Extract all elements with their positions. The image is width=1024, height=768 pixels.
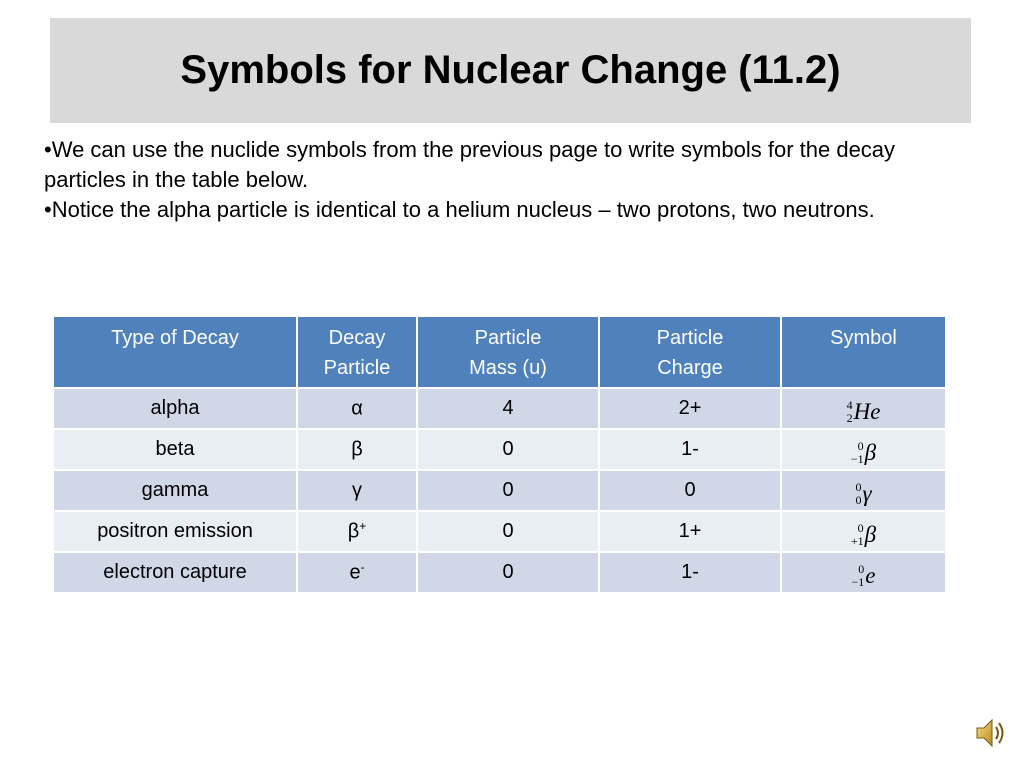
decay-table <box>54 317 945 592</box>
slide-title: Symbols for Nuclear Change (11.2) <box>180 48 841 92</box>
header-symbol <box>781 317 945 388</box>
atomic-number: 0 <box>855 493 862 507</box>
mass-number: 0 <box>857 521 864 535</box>
particle-glyph: β <box>347 520 360 543</box>
header-particle-charge <box>599 317 781 388</box>
cell-particle-charge: 1- <box>599 429 781 470</box>
header-label: Type of Decay <box>111 327 239 349</box>
cell-particle-charge: 0 <box>599 470 781 511</box>
particle-glyph: e <box>349 561 361 584</box>
nuclide-scripts <box>851 522 864 548</box>
header-label: Particle <box>474 327 542 349</box>
cell-particle-mass: 0 <box>417 511 599 552</box>
cell-decay-particle <box>297 552 417 592</box>
atomic-number: 2 <box>846 411 853 425</box>
mass-number: 0 <box>858 562 865 576</box>
header-label: Charge <box>657 357 723 379</box>
nuclide-glyph: γ <box>862 481 872 506</box>
cell-decay-particle <box>297 470 417 511</box>
header-label: Mass (u) <box>469 357 547 379</box>
cell-decay-particle <box>297 429 417 470</box>
bullet-paragraph: •Notice the alpha particle is identical to a helium nucleus – two protons, two neutrons. <box>44 197 875 222</box>
header-label: Decay <box>328 327 386 349</box>
nuclide-glyph: β <box>864 440 877 465</box>
mass-number: 0 <box>857 439 864 453</box>
header-label: Particle <box>323 357 391 379</box>
mass-number: 0 <box>855 480 862 494</box>
particle-glyph: γ <box>352 479 362 502</box>
nuclide-glyph: β <box>864 522 877 547</box>
particle-charge-sup: + <box>359 519 367 534</box>
table-row <box>54 511 945 552</box>
atomic-number: −1 <box>851 575 865 589</box>
cell-type-of-decay: gamma <box>54 470 297 511</box>
nuclide-glyph: He <box>853 399 881 424</box>
header-particle-mass <box>417 317 599 388</box>
mass-number: 4 <box>846 398 853 412</box>
nuclide-scripts <box>852 563 865 589</box>
header-label: Symbol <box>830 327 897 349</box>
nuclide-scripts <box>847 399 853 425</box>
body-text <box>44 135 944 225</box>
nuclide-symbol <box>851 522 876 548</box>
nuclide-symbol <box>852 563 876 589</box>
cell-particle-mass: 0 <box>417 429 599 470</box>
cell-decay-particle <box>297 511 417 552</box>
particle-charge-sup: - <box>360 560 365 575</box>
cell-particle-mass: 0 <box>417 552 599 592</box>
cell-symbol <box>781 552 945 592</box>
atomic-number: −1 <box>850 452 864 466</box>
cell-particle-mass: 0 <box>417 470 599 511</box>
header-type-of-decay <box>54 317 297 388</box>
table-row <box>54 470 945 511</box>
cell-symbol <box>781 429 945 470</box>
nuclide-symbol <box>847 399 881 425</box>
cell-symbol <box>781 511 945 552</box>
atomic-number: +1 <box>850 534 864 548</box>
cell-type-of-decay: alpha <box>54 388 297 429</box>
nuclide-glyph: e <box>865 563 876 588</box>
nuclide-symbol <box>855 481 871 507</box>
cell-decay-particle <box>297 388 417 429</box>
cell-symbol <box>781 388 945 429</box>
cell-particle-charge: 1+ <box>599 511 781 552</box>
particle-glyph: β <box>351 438 363 461</box>
particle-glyph: α <box>351 397 363 420</box>
table-header-row <box>54 317 945 388</box>
nuclide-scripts <box>855 481 861 507</box>
nuclide-symbol <box>851 440 876 466</box>
cell-particle-charge: 1- <box>599 552 781 592</box>
cell-particle-charge: 2+ <box>599 388 781 429</box>
cell-type-of-decay: positron emission <box>54 511 297 552</box>
title-band <box>50 18 971 123</box>
cell-type-of-decay: electron capture <box>54 552 297 592</box>
table-row <box>54 552 945 592</box>
speaker-icon[interactable] <box>973 715 1009 751</box>
table-row <box>54 429 945 470</box>
cell-particle-mass: 4 <box>417 388 599 429</box>
cell-symbol <box>781 470 945 511</box>
table-row <box>54 388 945 429</box>
header-label: Particle <box>656 327 724 349</box>
cell-type-of-decay: beta <box>54 429 297 470</box>
nuclide-scripts <box>851 440 864 466</box>
header-decay-particle <box>297 317 417 388</box>
bullet-paragraph: •We can use the nuclide symbols from the previous page to write symbols for the decay particles in the table below. <box>44 137 896 192</box>
